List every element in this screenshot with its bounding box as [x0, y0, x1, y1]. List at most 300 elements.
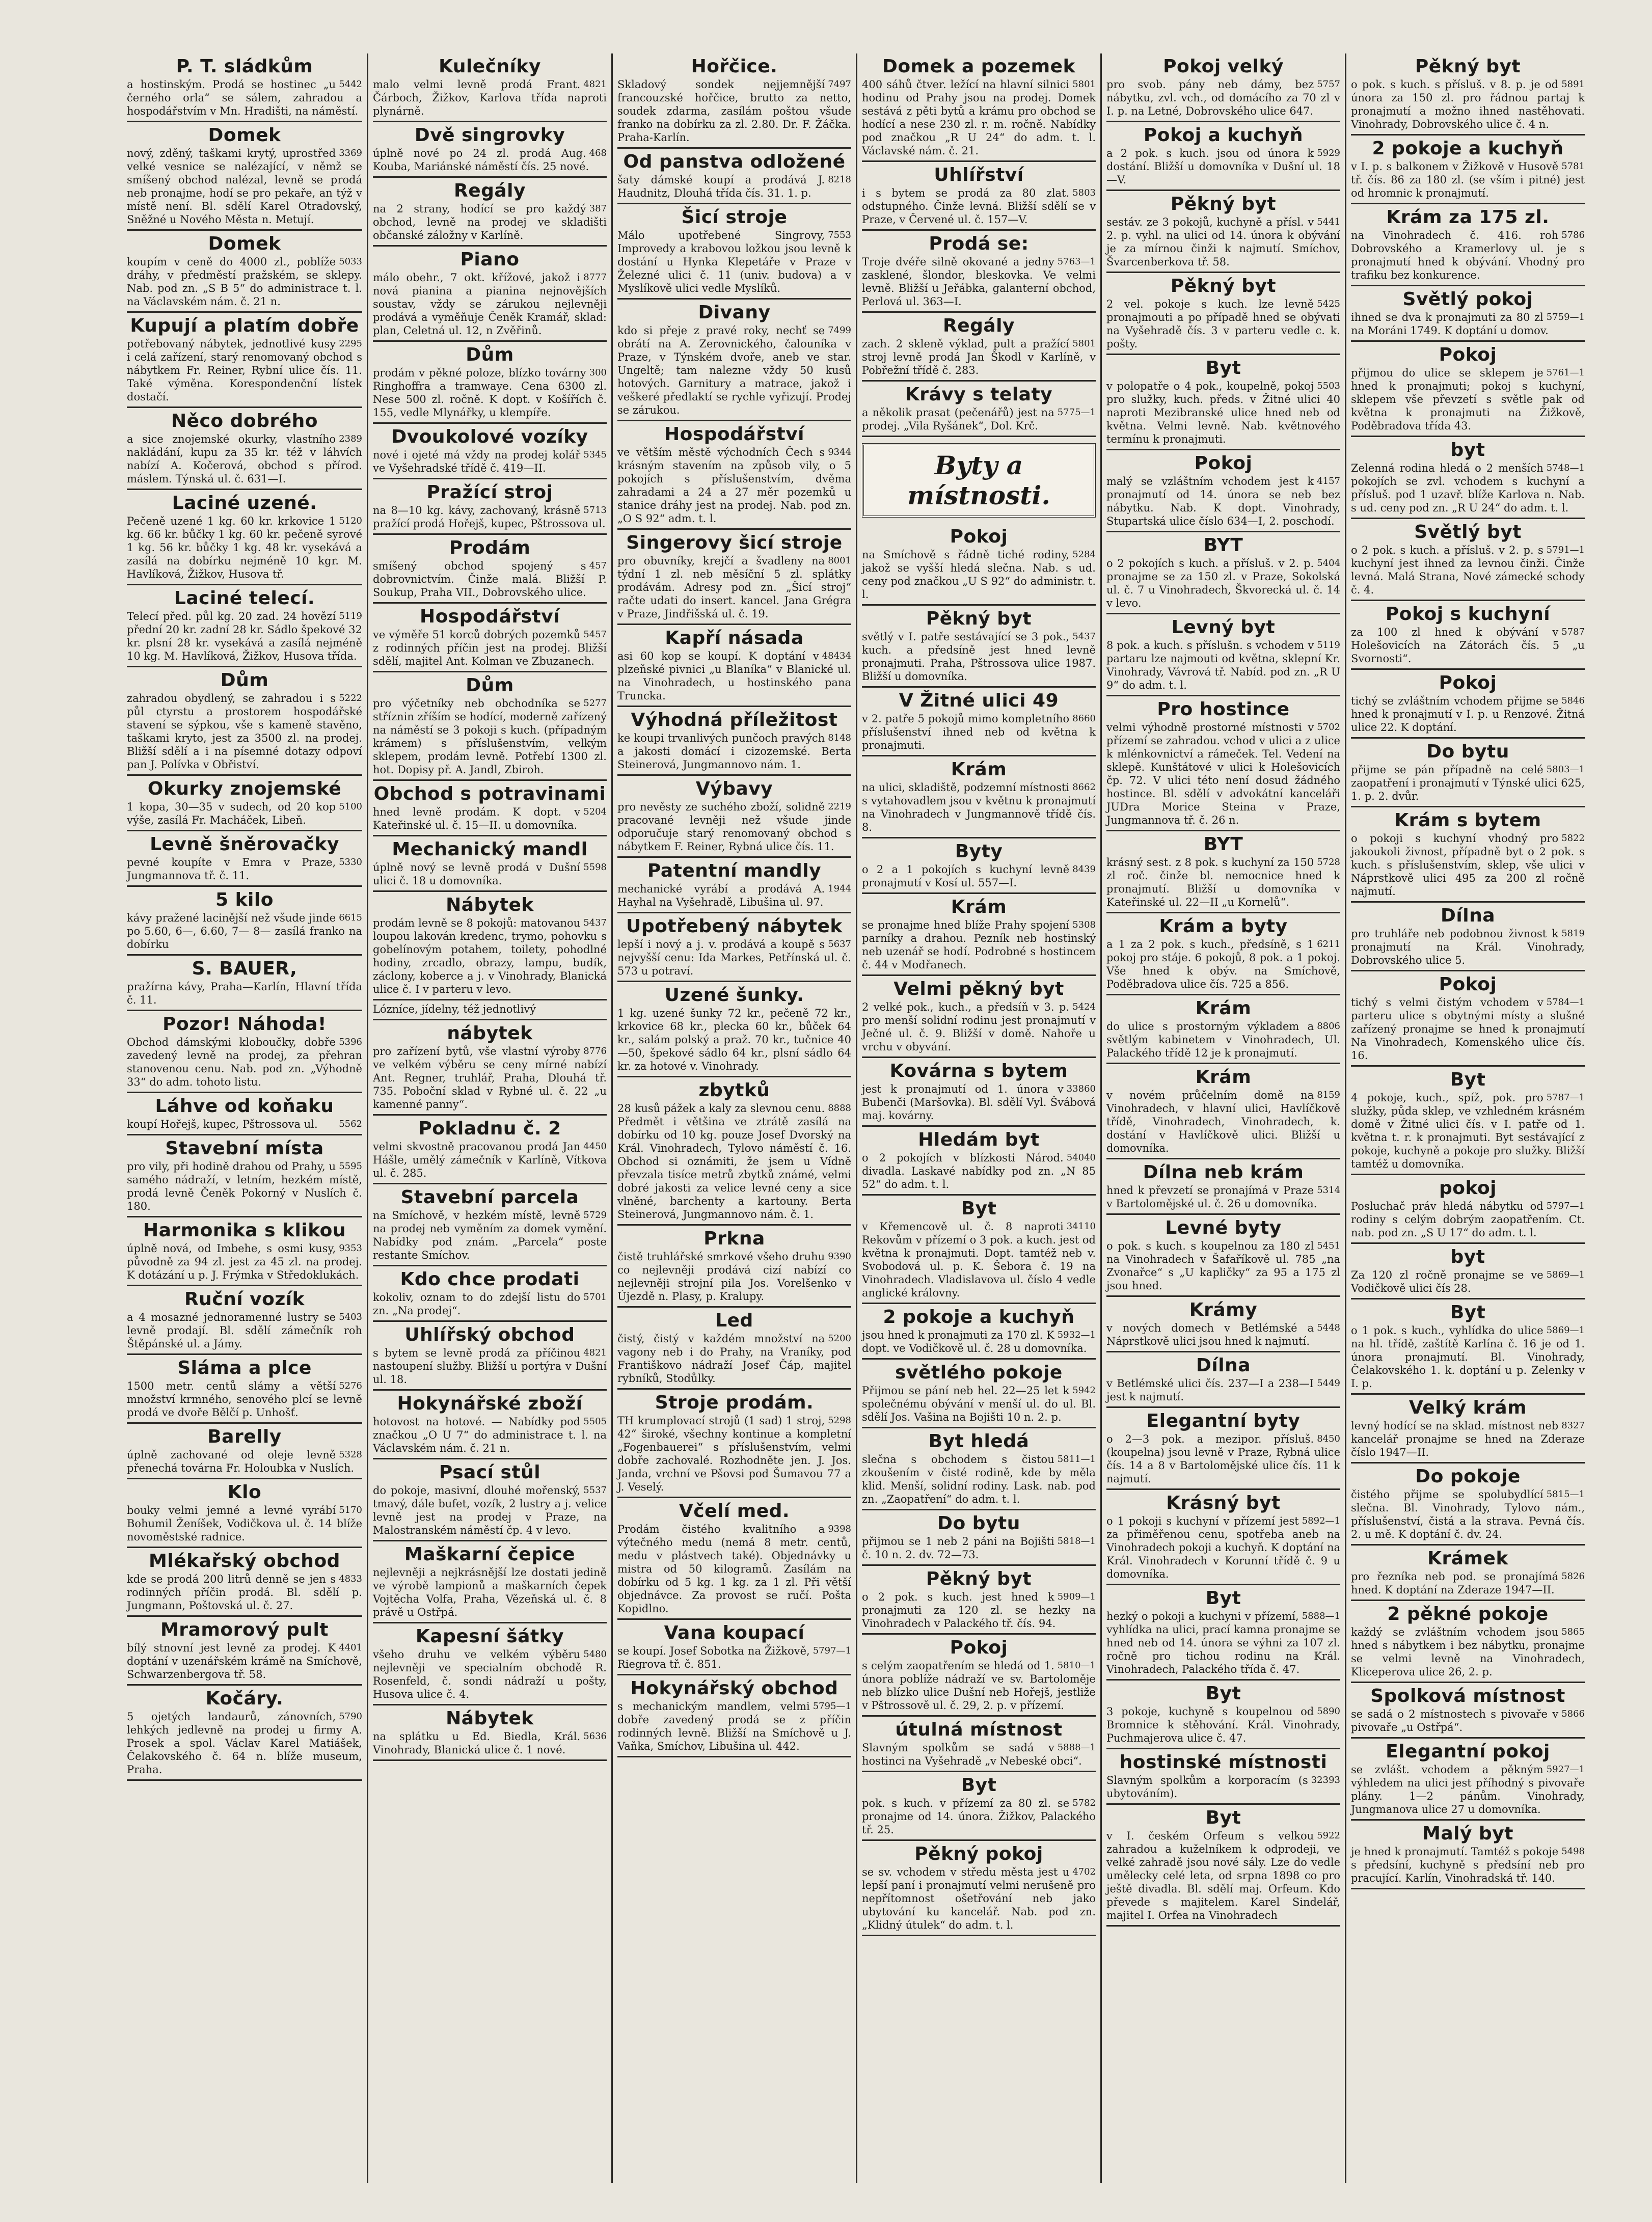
ad-body: [617, 938, 851, 978]
ad-text: pevné koupíte v Emra v Praze, Jungmannova tř. č. 11.: [127, 856, 336, 882]
ad-body: [1351, 1268, 1585, 1295]
ad-number: 5869—1: [1546, 1269, 1585, 1280]
ad-body: [1351, 1708, 1585, 1734]
classified-ad: [373, 53, 607, 122]
ad-text: se koupí. Josef Sobotka na Žižkově, Riegrova tř. č. 851.: [617, 1645, 810, 1670]
ad-heading: Dům: [466, 675, 514, 696]
ad-body: [1106, 1774, 1340, 1800]
ad-heading: Dvoukolové vozíky: [391, 426, 588, 447]
classified-ad: [617, 776, 851, 858]
classified-ad: [1351, 1244, 1585, 1299]
ad-heading: Domek a pozemek: [882, 56, 1076, 77]
ad-body: [373, 1140, 607, 1180]
ad-heading: Nábytek: [446, 895, 534, 915]
ad-heading: Pokoj: [950, 526, 1008, 547]
ad-text: na Smíchově s řádně tiché rodiny, jakož se vyšší hledá slečna. Nab. s ud. ceny pod značkou „U S 92“ do administr. t. l.: [862, 549, 1096, 601]
ad-heading: Divany: [698, 302, 771, 323]
ad-number: 8777: [583, 272, 607, 283]
ad-text: smíšený obchod spojený s dobrovnictvím. Činže malá. Bližší P. Soukup, Praha VII., Dobrovského ulice.: [373, 560, 607, 599]
classified-ad: [127, 1217, 362, 1286]
ad-text: Telecí před. půl kg. 20 zad. 24 hovězí přední 20 kr. zadní 28 kr. Sádlo špekové 32 kr. plsní 28 kr. vysekává a zasílá nejméně 10 kg. M. Havlíková, Žižkov, Husova třída.: [127, 610, 362, 662]
ad-number: 5498: [1561, 1846, 1585, 1857]
ad-heading: Kapří násada: [665, 628, 804, 648]
section-banner: Byty a místnosti.: [862, 443, 1096, 518]
ad-heading: Byt: [1450, 1069, 1486, 1090]
ad-heading: nábytek: [447, 1023, 533, 1044]
ad-text: pro nevěsty ze suchého zboží, solidně pracované levněji než všude jinde odporučuje starý renomovaný obchod s nábytkem F. Reiner, Rybná ulice čís. 11.: [617, 801, 851, 853]
ad-text: tichý s velmi čistým vchodem v parteru ulice s obytnými místy a slušné zařízený pronajme se hned k pronajmutí Na Vinohradech, Komenského ulice čís. 16.: [1351, 996, 1585, 1062]
ad-body: [373, 805, 607, 832]
ad-heading: hostinské místnosti: [1119, 1752, 1328, 1773]
classified-ad: [617, 1498, 851, 1620]
ad-body: [862, 186, 1096, 226]
ad-number: 5846: [1561, 695, 1585, 706]
ad-text: s bytem se levně prodá za příčinou nastoupení služby. Bližší u portýra v Dušní ul. 18.: [373, 1347, 607, 1386]
classified-ad: [862, 1635, 1096, 1717]
ad-number: 5437: [583, 917, 607, 928]
ad-body: [862, 1000, 1096, 1053]
ad-text: do ulice s prostorným výkladem a světlým kabinetem v Vinohradech, Ul. Palackého třídě 12 je k pronajmutí.: [1106, 1020, 1340, 1059]
ad-body: [1106, 1020, 1340, 1060]
ad-body: [1106, 1432, 1340, 1485]
ad-number: 5119: [1317, 640, 1340, 651]
classified-ad: [373, 1623, 607, 1705]
classified-ad: [127, 776, 362, 831]
ad-body: [1351, 1091, 1585, 1171]
ad-text: na Vinohradech č. 416. roh Dobrovského a Kramerlovy ul. je s pronajmutí hned k obývání. Vhodný pro trafiku bez konkurence.: [1351, 229, 1585, 281]
ad-number: 5891: [1561, 79, 1585, 90]
ad-text: pro zařízení bytů, vše vlastní výroby ve velkém výběru se ceny mírné nabízí Ant. Regner, truhlář, Praha, Dlouhá tř. 735. Poboční sklad v Rybné ul. č. 22 „u kamenné panny“.: [373, 1045, 607, 1110]
ad-columns: [122, 53, 1589, 2183]
ad-heading: Upotřebený nábytek: [626, 916, 843, 937]
ad-body: [127, 1641, 362, 1681]
ad-body: [617, 324, 851, 417]
ad-body: [862, 1329, 1096, 1355]
ad-heading: Psací stůl: [439, 1462, 541, 1483]
ad-body: [862, 1535, 1096, 1561]
classified-ad: [1106, 1585, 1340, 1681]
ad-heading: 5 kilo: [215, 889, 274, 910]
ad-number: 5298: [828, 1415, 851, 1426]
ad-body: [862, 1220, 1096, 1299]
ad-text: Málo upotřebené Singrovy, Improvedy a krabovou ložkou jsou levně k dostání u Hynka Klepetáře v Praze v Železné ulici č. 11 (univ. budova) a v Myslíkově ulici vedle Myslíků.: [617, 229, 851, 294]
ad-body: [373, 628, 607, 668]
ad-body: [862, 863, 1096, 889]
ad-number: 8662: [1072, 782, 1096, 793]
ad-text: 28 kusů pážek a kaly za slevnou cenu. Předmět i většina ve ztrátě zasílá na dobírku od 10 kg. pouze Josef Dvorský na Král. Vinohradech, Tylovo náměstí č. 16. Obchod si oznámiti, že jsem u Vídně převzala tisíce metrů zbytků známé, velmi dobré jakosti za velice levné ceny a sice vlněné, barchenty a kartouny. Berta Steinerová, Jungmannovo nám. č. 1.: [617, 1102, 851, 1221]
ad-number: 5701: [583, 1292, 607, 1303]
ad-heading: Vana koupací: [664, 1622, 805, 1643]
ad-heading: Krám: [1195, 1067, 1252, 1088]
ad-body: [127, 1311, 362, 1350]
classified-ad: [862, 1304, 1096, 1360]
ad-number: 5451: [1317, 1240, 1340, 1251]
classified-ad: [127, 1355, 362, 1424]
ad-body: [862, 1453, 1096, 1506]
ad-heading: Malý byt: [1422, 1823, 1513, 1844]
ad-heading: Nábytek: [446, 1708, 534, 1729]
ad-number: 5775—1: [1057, 407, 1096, 418]
ad-number: 5803: [1072, 187, 1096, 198]
ad-text: levný hodící se na sklad. místnost neb kancelář pronajme se hned na Zderaze číslo 1947—II.: [1351, 1420, 1585, 1458]
ad-heading: Láhve od koňaku: [155, 1096, 334, 1117]
ad-text: mechanické vyrábí a prodává A. Hayhal na Vyšehradě, Libušina ul. 97.: [617, 883, 825, 908]
ad-heading: Dům: [220, 670, 269, 691]
ad-text: o 2 a 1 pokojích s kuchyní levně pronajmutí v Kosí ul. 557—I.: [862, 863, 1070, 889]
classified-ad: [1351, 1739, 1585, 1821]
ad-heading: byt: [1450, 1247, 1485, 1267]
ad-text: se sv. vchodem v středu města jest u lepší paní i pronajmutí velmi nerušeně pro nepřítomnost ošetřování neb jako ubytování ku kancelář. Nab. pod zn. „Klidný útulek“ do adm. t. l.: [862, 1866, 1096, 1931]
ad-heading: Kapesní šátky: [415, 1626, 564, 1647]
ad-heading: Krávy s telaty: [905, 384, 1053, 405]
ad-number: 5757: [1317, 79, 1340, 90]
ad-body: [862, 1082, 1096, 1122]
ad-body: [373, 366, 607, 419]
ad-body: [373, 504, 607, 530]
ad-number: 8159: [1317, 1090, 1340, 1100]
ad-text: o 2 pokojích s kuch. a přísluš. v 2. p. pronajme se za 150 zl. v Praze, Sokolská ul. č. 7 u Vinohradech, Škvorecká ul. č. 14 v levo.: [1106, 557, 1340, 609]
ad-number: 2295: [339, 338, 362, 349]
classified-ad: [1351, 437, 1585, 519]
ad-number: 468: [589, 148, 607, 158]
ad-number: 5790: [339, 1711, 362, 1722]
ad-body: [1106, 1184, 1340, 1210]
ad-heading: Spolková místnost: [1370, 1686, 1565, 1706]
ad-number: 5200: [828, 1333, 851, 1344]
ad-heading: Mechanický mandl: [392, 839, 588, 860]
ad-body: [862, 406, 1096, 432]
ad-body: [373, 1566, 607, 1619]
classified-ad: [862, 1717, 1096, 1772]
ad-number: 2219: [828, 801, 851, 812]
ad-number: 8439: [1072, 864, 1096, 875]
ad-text: v novém průčelním domě na Vinohradech, v hlavní ulici, Havlíčkově třídě, Vinohradech, Vinohradech, k. dostání v Havlíčkově ulici. Bližší u domovníka.: [1106, 1089, 1340, 1154]
ad-body: [373, 1045, 607, 1111]
ad-number: 5787—1: [1546, 1092, 1585, 1103]
ad-number: 5120: [339, 516, 362, 526]
classified-ad: [1106, 191, 1340, 273]
ad-heading: Hospodářství: [419, 606, 560, 627]
ad-text: i s bytem se prodá za 80 zlat. odstupného. Činže levná. Bližší sdělí se v Praze, v Červené ul. č. 157—V.: [862, 187, 1096, 226]
ad-heading: pokoj: [1439, 1178, 1497, 1199]
ad-text: v I. českém Orfeum s velkou zahradou a kuželníkem k odprodeji, ve velké zahradě jsou nové sály. Lze do vedle umělecky celé leta, od srpna 1898 co pro ještě divadla. Bl. sdělí maj. Orfeum. Kdo převede s majitelem. Karel Sindelář, majitel I. Orfea na Vinohradech: [1106, 1830, 1340, 1921]
ad-body: [127, 980, 362, 1007]
ad-text: úplně nový se levně prodá v Dušní ulici č. 18 u domovníka.: [373, 861, 581, 887]
ad-heading: Světlý byt: [1414, 522, 1522, 543]
classified-ad: [862, 1058, 1096, 1127]
classified-ad: [127, 1424, 362, 1479]
ad-number: 54040: [1066, 1152, 1096, 1163]
ad-heading: Něco dobrého: [171, 411, 318, 431]
classified-ad: [862, 606, 1096, 688]
ad-body: [617, 1102, 851, 1221]
ad-text: přijmou se 1 neb 2 páni na Bojišti č. 10 n. 2. dv. 72—73.: [862, 1535, 1054, 1561]
ad-heading: Regály: [942, 315, 1015, 336]
ad-number: 4157: [1317, 476, 1340, 486]
ad-number: 5811—1: [1057, 1454, 1096, 1465]
ad-number: 5869—1: [1546, 1325, 1585, 1336]
ad-number: 7497: [828, 79, 851, 90]
classified-ad: [1351, 53, 1585, 136]
ad-body: [1106, 297, 1340, 350]
ad-number: 5204: [583, 806, 607, 817]
classified-ad: [862, 976, 1096, 1058]
ad-heading: Domek: [208, 125, 281, 146]
ad-number: 5922: [1317, 1830, 1340, 1841]
ad-heading: Krámy: [1189, 1299, 1258, 1320]
ad-heading: 2 pokoje a kuchyň: [883, 1307, 1075, 1327]
ad-number: 5396: [339, 1037, 362, 1047]
classified-ad: [127, 887, 362, 956]
ad-body: [127, 692, 362, 771]
classified-ad: [1351, 204, 1585, 286]
ad-text: 8 pok. a kuch. s příslušn. s vchodem v partaru lze najmouti od května, sklepní Kr. Vinohrady, Vávrová tř. Nabíd. pod zn. „R U 9“ do adm. t. l.: [1106, 639, 1340, 691]
classified-ad: [617, 204, 851, 300]
ad-body: [373, 1484, 607, 1537]
classified-ad: [127, 408, 362, 490]
classified-ad: [1351, 903, 1585, 971]
ad-text: a hostinským. Prodá se hostinec „u černého orla“ se sálem, zahradou a hospodářstvím v Mn. Hradišti, na náměstí.: [127, 78, 362, 117]
ad-body: [127, 1379, 362, 1419]
ad-text: kdo si přeje z pravé roky, nechť se obrátí na A. Zerovnického, čalouníka v Praze, v Týnském dvoře, aneb ve star. Ungeltě; tam nalezne vždy 50 kusů hotových. Garnitury a matrace, jakož i veškeré předlaktí se rychle vyřizují. Prodej se zárukou.: [617, 324, 851, 416]
ad-heading: Pokoj: [950, 1637, 1008, 1658]
ad-heading: Světlý pokoj: [1402, 289, 1533, 310]
ad-body: [1106, 215, 1340, 268]
ad-text: malý se vzláštním vchodem jest k pronajmutí od 14. února se neb bez nábytku. Nab. K dopt. Vinohrady, Stupartská ulice číslo 634—I, 2. poschodí.: [1106, 475, 1340, 527]
ad-text: ke koupi trvanlivých punčoch pravých a jakosti domácí i cizozemské. Berta Steinerová, Jungmannovo nám. 1.: [617, 732, 851, 771]
ad-number: 5759—1: [1546, 312, 1585, 322]
ad-body: [1106, 938, 1340, 991]
ad-number: 5748—1: [1546, 463, 1585, 473]
ad-heading: Krámek: [1427, 1548, 1508, 1569]
classified-ad: [1106, 122, 1340, 191]
ad-number: 5170: [339, 1505, 362, 1515]
ad-body: [617, 1414, 851, 1494]
ad-body: [617, 78, 851, 144]
ad-text: se sadá o 2 místnostech s pivovaře v pivovaře „u Ostřpá“.: [1351, 1708, 1559, 1733]
classified-ad: [1106, 1352, 1340, 1408]
ad-heading: Pokoj s kuchyní: [1385, 604, 1551, 625]
classified-ad: [1351, 1601, 1585, 1683]
ad-number: 5284: [1072, 549, 1096, 560]
ad-text: Zelenná rodina hledá o 2 menších pokojích se zvl. vchodem s kuchyní a přísluš. pod 1 uzavř. blíže Karlova n. Nab. s ud. ceny pod zn. „R U 24“ do adm. t. l.: [1351, 462, 1585, 514]
ad-heading: Pozor! Náhoda!: [163, 1014, 327, 1035]
ad-heading: Kupují a platím dobře: [130, 315, 359, 336]
ad-text: s mechanickým mandlem, velmi dobře zavedený prodá se z příčin rodinných levně. Bližší na Smíchově u J. Vaňka, Smíchov, Libušina ul. 442.: [617, 1700, 851, 1752]
ad-heading: Maškarní čepice: [404, 1544, 576, 1565]
classified-ad: [127, 585, 362, 667]
ad-number: 7553: [828, 230, 851, 240]
classified-ad: [617, 149, 851, 204]
ad-text: přijmou do ulice se sklepem je hned k pronajmuti; pokoj s kuchyní, sklepem vše převzetí s světle pak od května k pronajmuti na Žižkově, Poděbradova třída 43.: [1351, 367, 1585, 432]
classified-ad: [862, 382, 1096, 437]
ad-number: 5791—1: [1546, 545, 1585, 555]
ad-body: [1106, 721, 1340, 827]
ad-body: [1351, 160, 1585, 200]
ad-number: 5932—1: [1057, 1330, 1096, 1340]
ad-heading: Ruční vozík: [184, 1289, 305, 1310]
classified-ad: [862, 1127, 1096, 1196]
column-4: [856, 53, 1100, 2183]
ad-text: o pok. s kuch. s přísluš. v 8. p. je od února za 150 zl. pro řádnou partaj k pronajmutí a možno ihned nastěhovati. Vinohrady, Dobrovského ulice č. 4 n.: [1351, 78, 1585, 130]
classified-ad: [373, 1000, 607, 1020]
ad-body: [1351, 544, 1585, 597]
ad-body: [127, 514, 362, 581]
ad-body: [127, 78, 362, 118]
ad-number: 5537: [583, 1485, 607, 1496]
ad-text: slečna s obchodem s čistou zkoušením v čisté rodině, kde by měla klid. Menší, solidní rodiny. Lask. nab. pod zn. „Zaopatření“ do adm. t. l.: [862, 1453, 1096, 1505]
ad-body: [373, 78, 607, 118]
ad-text: 5 ojetých landaurů, zánovních, lehkých jedlevně na prodej u firmy A. Prosek a spol. Václav Karel Matiášek, Čelakovského č. 64 n. blíže museum, Praha.: [127, 1711, 362, 1776]
ad-text: pražírna kávy, Praha—Karlín, Hlavní třída č. 11.: [127, 981, 362, 1006]
ad-heading: Kdo chce prodati: [400, 1269, 580, 1290]
ad-text: TH krumplovací strojů (1 sad) 1 stroj, 42“ široké, všechny kontinue a kompletní „Fogenbauerei“ s příslušenstvím, velmi dobře zachovalé. Rozhodněte jen. J. Jos. Janda, vrchní ve Pšovsi pod Šumavou 77 a J. Veselý.: [617, 1415, 851, 1493]
ad-heading: Byt hledá: [928, 1431, 1030, 1452]
ad-heading: Kočáry.: [205, 1688, 284, 1709]
ad-number: 2389: [339, 433, 362, 444]
ad-body: [373, 559, 607, 599]
ad-heading: Výhodná příležitost: [631, 710, 838, 730]
ad-number: 5480: [583, 1649, 607, 1660]
ad-body: [1351, 1570, 1585, 1596]
ad-number: 5457: [583, 629, 607, 640]
ad-text: nejlevněji a nejkrásnější lze dostati jedině ve výrobě lampionů a maškarních čepek Vojtěcha Volfa, Praha, Vězeňská ul. č. 8 právě u Ostřpá.: [373, 1566, 607, 1618]
ad-body: [127, 1036, 362, 1089]
ad-number: 5909—1: [1057, 1591, 1096, 1602]
classified-ad: [373, 1391, 607, 1459]
classified-ad: [862, 162, 1096, 231]
ad-number: 5713: [583, 505, 607, 516]
ad-heading: Byt: [1205, 1588, 1241, 1609]
ad-body: [127, 856, 362, 882]
ad-number: 457: [589, 560, 607, 571]
ad-heading: Stroje prodám.: [655, 1392, 814, 1413]
ad-body: [1351, 1488, 1585, 1541]
ad-number: 5801: [1072, 79, 1096, 90]
ad-heading: Piano: [460, 249, 520, 270]
ad-heading: Výbavy: [695, 778, 773, 799]
classified-ad: [862, 1841, 1096, 1936]
ad-body: [862, 255, 1096, 308]
ad-body: [127, 1504, 362, 1543]
ad-heading: Prodá se:: [929, 233, 1029, 254]
classified-ad: [1106, 1805, 1340, 1927]
ad-heading: světlého pokoje: [895, 1362, 1063, 1383]
ad-number: 5448: [1317, 1322, 1340, 1333]
ad-number: 4702: [1072, 1866, 1096, 1877]
classified-ad: [617, 300, 851, 421]
ad-body: [617, 800, 851, 853]
ad-heading: Prkna: [703, 1228, 765, 1249]
classified-ad: [617, 625, 851, 707]
ad-number: 4401: [339, 1642, 362, 1653]
ad-text: do pokoje, masivní, dlouhé mořenský, tmavý, dále bufet, vozík, 2 lustry a j. velice levně jest na prodej v Praze, na Malostranském náměstí čp. 4 v levo.: [373, 1484, 607, 1536]
ad-body: [617, 731, 851, 771]
ad-body: [127, 432, 362, 485]
ad-body: [1351, 462, 1585, 514]
ad-body: [1106, 1610, 1340, 1676]
ad-heading: Pro hostince: [1157, 699, 1290, 720]
classified-ad: [617, 530, 851, 625]
classified-ad: [373, 247, 607, 342]
ad-body: [1351, 366, 1585, 432]
ad-heading: Uhlířský obchod: [404, 1324, 575, 1345]
ad-body: [617, 1523, 851, 1615]
classified-ad: [373, 1459, 607, 1541]
ad-number: 5801: [1072, 338, 1096, 349]
ad-text: je hned k pronajmutí. Tamtéž s pokoje s předsíní, kuchyně s předsíní neb pro pracující. Karlín, Vinohradská tř. 140.: [1351, 1846, 1585, 1884]
ad-heading: Kovárna s bytem: [889, 1061, 1068, 1081]
classified-ad: [862, 53, 1096, 162]
ad-heading: Levný byt: [1171, 617, 1276, 638]
ad-body: [127, 147, 362, 226]
classified-ad: [1106, 1490, 1340, 1585]
ad-body: [1351, 311, 1585, 337]
ad-text: hned levně prodám. K dopt. v Kateřinské ul. č. 15—II. u domovníka.: [373, 806, 581, 831]
ad-heading: Obchod s potravinami: [373, 783, 606, 804]
ad-body: [373, 1209, 607, 1262]
ad-number: 5345: [583, 449, 607, 460]
ad-text: v I. p. s balkonem v Žižkově v Husově tř. čís. 86 za 180 zl. (se vším i pitné) jest od hromnic k pronajmutí.: [1351, 160, 1585, 199]
ad-heading: Kulečníky: [439, 56, 541, 77]
ad-heading: Stavební místa: [165, 1138, 324, 1159]
classified-ad: [1351, 1683, 1585, 1739]
ad-text: pro svob. pány neb dámy, bez nábytku, zvl. vch., od domácího za 70 zl v I. p. na Letné, Dobrovského ulice 647.: [1106, 78, 1340, 117]
ad-body: [862, 781, 1096, 834]
ad-body: [1351, 694, 1585, 734]
ad-number: 5595: [339, 1161, 362, 1172]
ad-heading: útulná místnost: [895, 1719, 1063, 1740]
classified-ad: [373, 122, 607, 178]
ad-heading: Stavební parcela: [400, 1187, 579, 1208]
ad-text: o pokoji s kuchyní vhodný pro jakoukoli živnost, případně byt o 2 pok. s kuch. s příslušenstvím, sklep, vše ulici v Náprstkově ulici 495 za 200 zl ročně najmutí.: [1351, 832, 1585, 898]
ad-body: [862, 1797, 1096, 1836]
ad-body: [1106, 1705, 1340, 1745]
ad-number: 5803—1: [1546, 764, 1585, 775]
ad-number: 5437: [1072, 631, 1096, 642]
classified-ad: [862, 688, 1096, 756]
ad-number: 5404: [1317, 558, 1340, 568]
ad-body: [1351, 1419, 1585, 1459]
classified-ad: [617, 1226, 851, 1308]
classified-ad: [1106, 53, 1340, 122]
ad-text: čistě truhlářské smrkové všeho druhu co nejlevněji prodává cizí nabízí co nejlevněji strojní pila Jos. Vorelšenko v Újezdě n. Plasy, p. Kralupy.: [617, 1251, 851, 1303]
ad-heading: Uhlířství: [934, 165, 1024, 185]
ad-text: o 2 pok. s kuch. jest hned k pronajmuti za 120 zl. se hezky na Vinohradech v Palackého tř. čís. 94.: [862, 1591, 1096, 1630]
ad-number: 8888: [828, 1103, 851, 1114]
ad-heading: P. T. sládkům: [176, 56, 313, 77]
classified-ad: [373, 1184, 607, 1266]
ad-body: [1351, 229, 1585, 282]
classified-ad: [1106, 1215, 1340, 1297]
ad-body: [1106, 1514, 1340, 1581]
ad-heading: Pěkný byt: [1170, 194, 1277, 214]
ad-text: na Smíchově, v hezkém místě, levně na prodej neb vyměním za domek vymění. Nabídky pod znám. „Parcela“ poste restante Smíchov.: [373, 1209, 607, 1261]
classified-ad: [127, 1686, 362, 1781]
ad-heading: Od panstva odložené: [623, 151, 846, 172]
column-1: [122, 53, 367, 2183]
classified-ad: [617, 1390, 851, 1498]
ad-text: velmi výhodně prostorné místnosti v přízemí se zahradou. vchod v ulici a z ulice k mlénkovnictví a rámeček. Tel. Vedení na sklepě. Kunštátové v ulici k Holešovicích čp. 72. V ulici této není dosud žádného hostince. Bl. sdělí v advokátní kanceláři JUDra Morice Steina v Praze, Jungmannova tř. č. 26 n.: [1106, 721, 1340, 826]
ad-number: 8776: [583, 1046, 607, 1056]
ad-text: v polopatře o 4 pok., koupelně, pokoj pro služky, kuch. předs. v Žitné ulici 40 naproti Mezibranské ulice hned neb od května. Velmi levně. Nab. květnového termínu k pronajmuti.: [1106, 380, 1340, 445]
ad-body: [617, 882, 851, 909]
ad-heading: Byt: [1205, 358, 1241, 378]
ad-text: hotovost na hotové. — Nabídky pod značkou „O U 7“ do administrace t. l. na Václavském nám. č. 21 n.: [373, 1416, 607, 1454]
ad-body: [1106, 1089, 1340, 1155]
ad-text: o 2—3 pok. a mezipor. přísluš. (koupelna) jsou levně v Praze, Rybná ulice čís. 14 a 8 v Bartolomějské ulice čís. 11 k najmutí.: [1106, 1433, 1340, 1485]
ad-text: bouky velmi jemné a levné vyrábí Bohumil Ženíšek, Vodičkova ul. č. 14 blíže novoměstské radnice.: [127, 1504, 362, 1543]
